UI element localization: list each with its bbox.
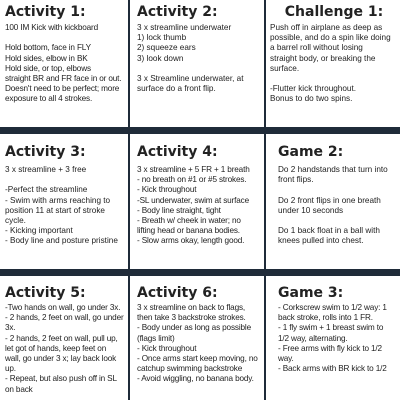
card-line: then take 3 backstroke strokes. [137, 313, 246, 323]
card-line: - Slow arms okay, length good. [137, 236, 245, 246]
card-line: 3) look down [137, 53, 184, 63]
card-line: Hold bottom, face in FLY [5, 43, 91, 53]
card-line: exposure to all 4 strokes. [5, 94, 93, 104]
card-line: - Free arms with fly kick to 1/2 [278, 343, 382, 353]
card-line: - no breath on #1 or #5 strokes. [137, 175, 247, 185]
line-spacer [5, 33, 127, 43]
card-body [137, 303, 263, 385]
line-spacer [137, 64, 263, 74]
card-line: - Corkscrew swim to 1/2 way: 1 [278, 303, 387, 312]
card-line: - Back arms with BR kick to 1/2 [278, 364, 387, 374]
card-line: 3 x streamline on back to flags, [137, 303, 246, 312]
card-body [137, 23, 263, 94]
column-divider-2b [264, 134, 266, 269]
card-line: a barrel roll without losing [270, 43, 363, 53]
card-title: Challenge 1: [284, 4, 384, 20]
card-title: Activity 4: [137, 144, 218, 160]
card-line: lifting head or banana bodies. [137, 226, 240, 236]
card-body [278, 303, 398, 374]
card-line: 3 x streamline + 5 FR + 1 breath [137, 165, 250, 174]
card-line: Hold side, or top, elbows [5, 63, 91, 73]
card-line: - 2 hands, 2 feet on wall, go under [5, 313, 124, 323]
activity-4-card [137, 144, 263, 247]
card-body [5, 165, 127, 247]
card-line: -Perfect the streamline [5, 185, 88, 195]
card-body [270, 23, 398, 105]
card-title: Activity 1: [5, 4, 86, 20]
column-divider-1b [128, 134, 130, 269]
activity-3-card [5, 144, 127, 247]
line-spacer [270, 74, 398, 84]
activity-1-card [5, 4, 127, 105]
column-divider-1a [128, 0, 130, 127]
card-body [278, 165, 398, 247]
card-line: Hold sides, elbow in BK [5, 53, 88, 63]
card-line: - Kick throughout [137, 185, 197, 195]
card-title: Activity 6: [137, 285, 218, 301]
card-line: 1) lock thumb [137, 33, 187, 43]
card-line: cycle. [5, 216, 26, 225]
card-line: 3 x streamline + 3 free [5, 165, 87, 174]
card-line: back stroke, rolls into 1 FR. [278, 313, 373, 323]
card-line: - Body line straight, tight [137, 205, 221, 215]
card-title: Game 3: [278, 285, 344, 301]
card-line: - Repeat, but also push off in SL [5, 374, 117, 384]
card-line: Bonus to do two spins. [270, 94, 353, 104]
card-line: 3 x Streamline underwater, at [137, 74, 244, 83]
column-divider-2c [264, 276, 266, 400]
column-divider-1c [128, 276, 130, 400]
card-line: - 1 fly swim + 1 breast swim to [278, 323, 384, 333]
card-line: 3x. [5, 323, 16, 333]
card-line: - Body under as long as possible [137, 323, 251, 333]
card-line: straight BR and FR face in or out. [5, 74, 122, 83]
card-line: - Body line and posture pristine [5, 236, 118, 246]
card-line: on back [5, 384, 33, 394]
card-line: way. [278, 354, 294, 364]
card-line: - Breath w/ cheek in water; no [137, 216, 241, 226]
card-line: (flags limit) [137, 333, 175, 343]
activity-5-card [5, 285, 127, 395]
card-line: 1/2 way, alternating. [278, 333, 348, 343]
card-title: Activity 5: [5, 285, 86, 301]
card-line: - Kicking important [5, 226, 73, 236]
card-body [5, 303, 127, 395]
card-line: possible, and do a spin like doing [270, 33, 391, 43]
row-divider-2 [0, 269, 400, 276]
card-line: - Avoid wiggling, no banana body. [137, 374, 254, 384]
card-line: knees pulled into chest. [278, 236, 364, 246]
card-line: Do 1 back float in a ball with [278, 226, 380, 236]
line-spacer [5, 175, 127, 185]
card-line: surface. [270, 63, 300, 73]
card-line: Do 2 front flips in one breath [278, 195, 381, 205]
card-line: Push off in airplane as deep as [270, 23, 383, 32]
column-divider-2a [264, 0, 266, 127]
card-title: Activity 3: [5, 144, 86, 160]
card-line: surface do a front flip. [137, 84, 216, 94]
card-line: position 11 at start of stroke [5, 205, 105, 215]
card-line: 2) squeeze ears [137, 43, 196, 53]
card-line: front flips. [278, 175, 314, 185]
row-divider-1 [0, 127, 400, 134]
activity-2-card [137, 4, 263, 94]
card-line: under 10 seconds [278, 205, 344, 215]
card-line: 3 x streamline underwater [137, 23, 232, 32]
card-line: - Kick throughout [137, 343, 197, 353]
game-3-card [278, 285, 398, 374]
card-line: - 2 hands, 2 feet on wall, pull up, [5, 333, 118, 343]
card-line: let got of hands, keep feet on [5, 343, 107, 353]
game-2-card [278, 144, 398, 247]
card-line: -Two hands on wall, go under 3x. [5, 303, 121, 312]
card-line: Doesn't need to be perfect; more [5, 84, 120, 94]
challenge-1-card [270, 4, 398, 105]
card-line: up. [5, 364, 16, 374]
card-line: -Flutter kick throughout. [270, 84, 357, 94]
card-line: wall, go under 3 x; lay back look [5, 354, 117, 364]
card-line: -SL underwater, swim at surface [137, 195, 249, 205]
card-title: Activity 2: [137, 4, 218, 20]
card-line: - Swim with arms reaching to [5, 195, 111, 205]
card-line: straight body, or breaking the [270, 53, 376, 63]
card-line: 100 IM Kick with kickboard [5, 23, 99, 32]
activity-6-card [137, 285, 263, 385]
card-line: Do 2 handstands that turn into [278, 165, 388, 174]
card-body [137, 165, 263, 247]
card-line: catchup swimming backstroke [137, 364, 243, 374]
line-spacer [278, 216, 398, 226]
card-line: - Once arms start keep moving, no [137, 354, 258, 364]
line-spacer [278, 185, 398, 195]
card-title: Game 2: [278, 144, 344, 160]
card-body [5, 23, 127, 105]
